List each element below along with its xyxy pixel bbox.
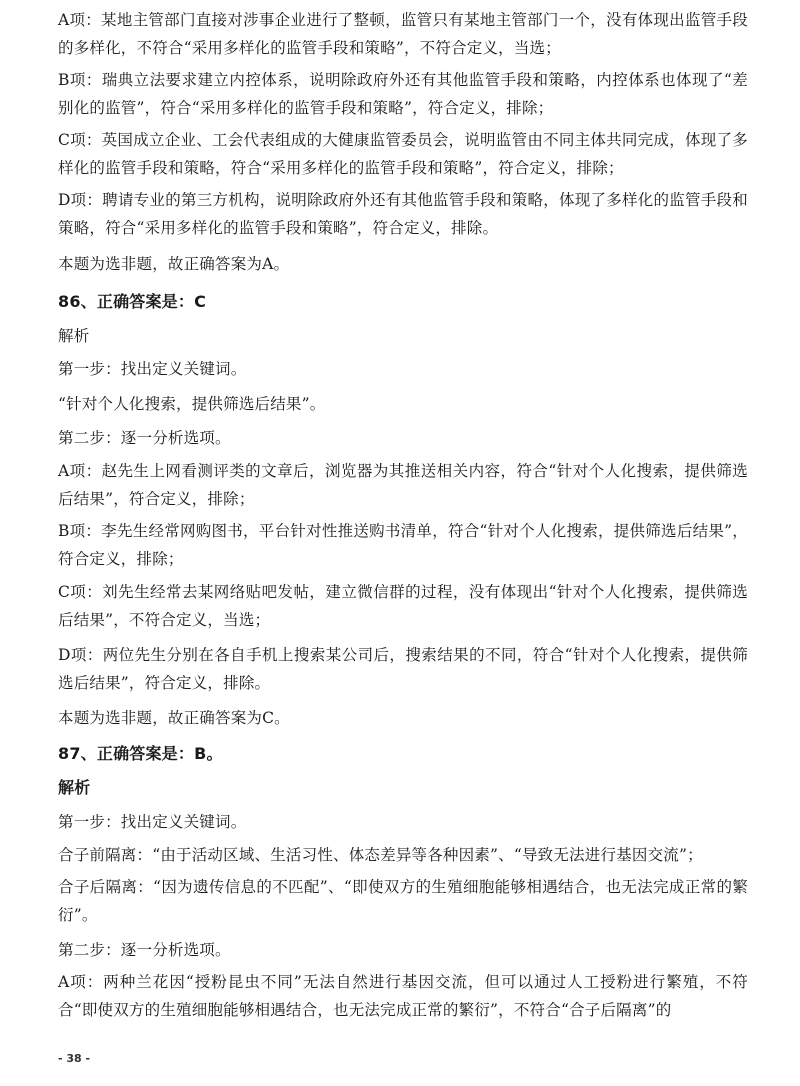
option-d-86: D项：两位先生分别在各自手机上搜索某公司后，搜索结果的不同，符合“针对个人化搜索，提供筛选后结果”，符合定义，排除。	[58, 646, 748, 692]
option-a-paragraph: A项：某地主管部门直接对涉事企业进行了整顿，监管只有某地主管部门一个，没有体现出监管手段的多样化，不符合“采用多样化的监管手段和策略”，不符合定义，当选；	[58, 11, 748, 57]
keywords-87-pre-zygotic: 合子前隔离：“由于活动区域、生活习性、体态差异等各种因素”、“导致无法进行基因交流”；	[58, 846, 703, 864]
option-c-86: C项：刘先生经常去某网络贴吧发帖，建立微信群的过程，没有体现出“针对个人化搜索，提供筛选后结果”，不符合定义，当选；	[58, 583, 748, 629]
analysis-label-86: 解析	[58, 327, 90, 345]
question-87-heading: 87、正确答案是：B。	[58, 744, 223, 763]
step-two-87: 第二步：逐一分析选项。	[58, 941, 231, 959]
option-a-87: A项：两种兰花因“授粉昆虫不同”无法自然进行基因交流，但可以通过人工授粉进行繁殖，不符合“即使双方的生殖细胞能够相遇结合，也无法完成正常的繁衍”，不符合“合子后隔离”的	[58, 973, 748, 1019]
option-c-paragraph: C项：英国成立企业、工会代表组成的大健康监管委员会，说明监管由不同主体共同完成，体现了多样化的监管手段和策略，符合“采用多样化的监管手段和策略”，符合定义，排除；	[58, 131, 748, 177]
answer-conclusion: 本题为选非题，故正确答案为A。	[58, 255, 290, 273]
step-two-86: 第二步：逐一分析选项。	[58, 429, 231, 447]
page-number: - 38 -	[58, 1052, 91, 1065]
option-d-paragraph: D项：聘请专业的第三方机构，说明除政府外还有其他监管手段和策略，体现了多样化的监管手段和策略，符合“采用多样化的监管手段和策略”，符合定义，排除。	[58, 191, 748, 237]
option-b-paragraph: B项：瑞典立法要求建立内控体系，说明除政府外还有其他监管手段和策略，内控体系也体现了“差别化的监管”，符合“采用多样化的监管手段和策略”，符合定义，排除；	[58, 71, 748, 117]
step-one-86: 第一步：找出定义关键词。	[58, 360, 247, 378]
answer-conclusion-86: 本题为选非题，故正确答案为C。	[58, 709, 290, 727]
analysis-label-87: 解析	[58, 778, 91, 797]
step-one-87: 第一步：找出定义关键词。	[58, 813, 247, 831]
keywords-86: “针对个人化搜索，提供筛选后结果”。	[58, 395, 326, 413]
option-a-86: A项：赵先生上网看测评类的文章后，浏览器为其推送相关内容，符合“针对个人化搜索，提供筛选后结果”，符合定义，排除；	[58, 462, 748, 508]
question-86-heading: 86、正确答案是：C	[58, 292, 207, 311]
option-b-86: B项：李先生经常网购图书，平台针对性推送购书清单，符合“针对个人化搜索，提供筛选后结果”，符合定义，排除；	[58, 522, 748, 568]
keywords-87-post-zygotic: 合子后隔离：“因为遗传信息的不匹配”、“即使双方的生殖细胞能够相遇结合，也无法完成正常的繁衍”。	[58, 878, 748, 924]
